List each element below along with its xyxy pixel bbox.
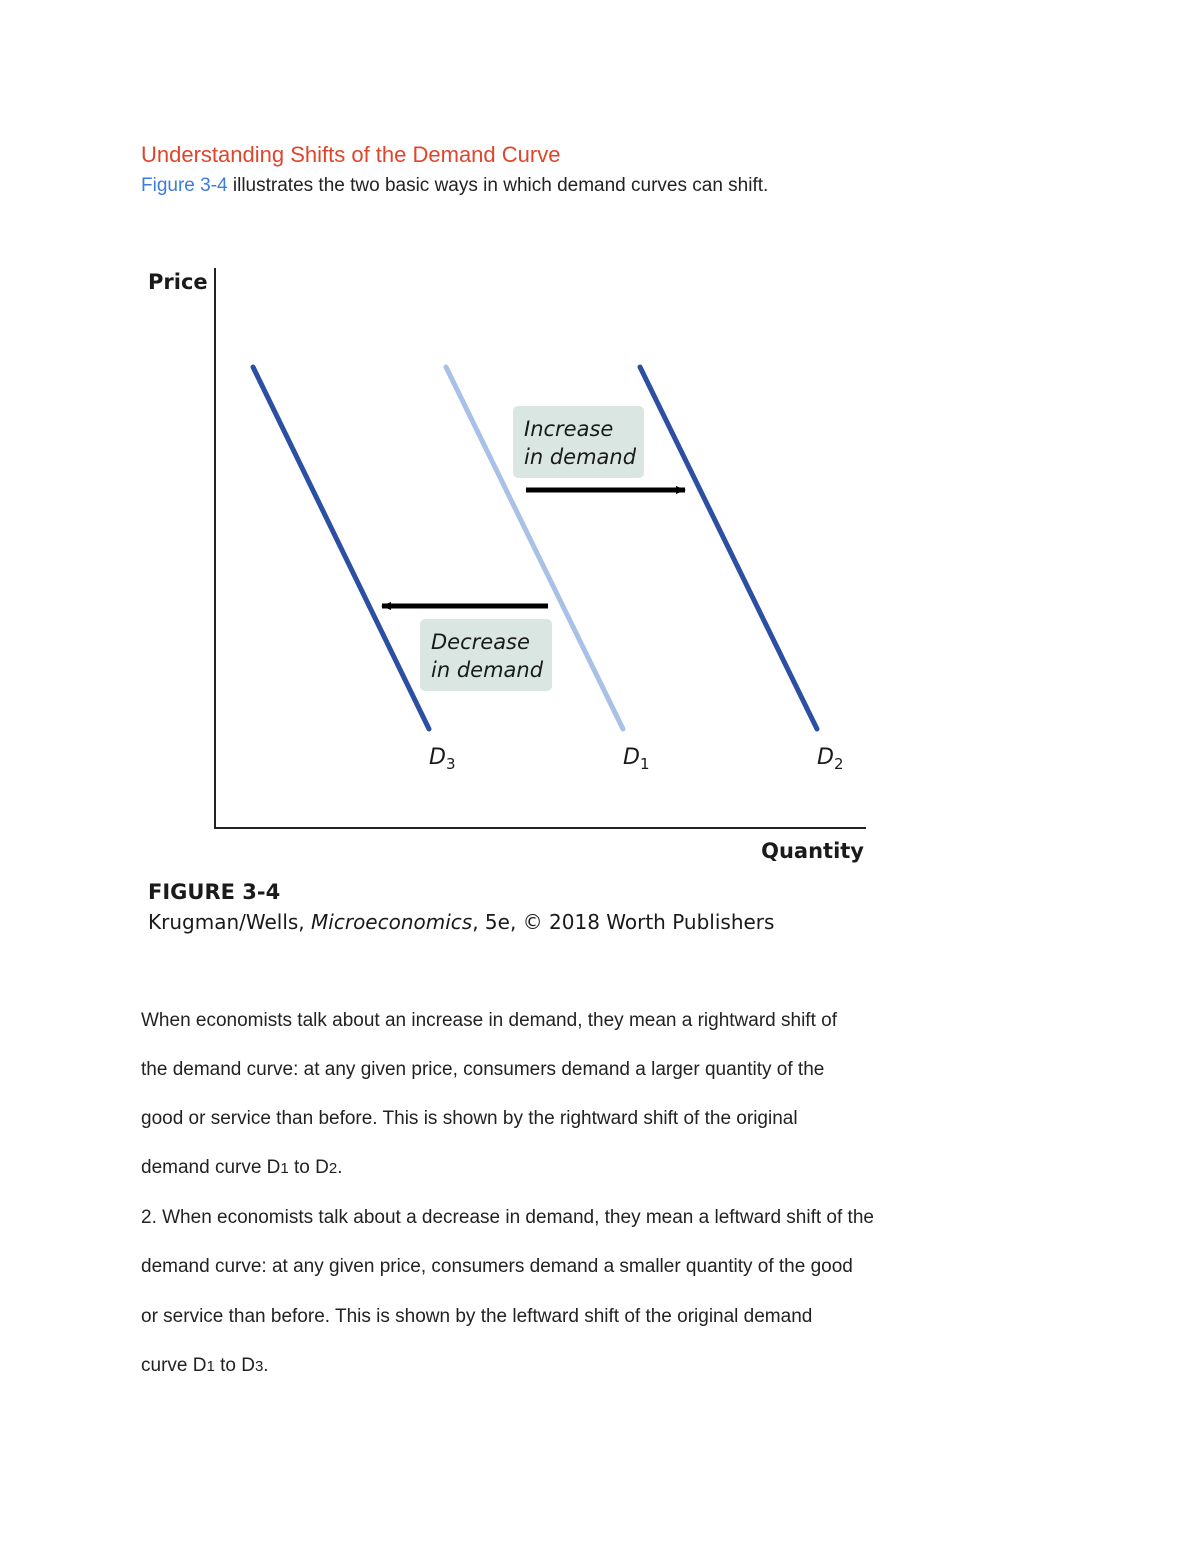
body-line-1: When economists talk about an increase in demand, they mean a rightward shift of [141, 1010, 837, 1031]
curve-label-d3: $D_3$ [429, 745, 456, 773]
decrease-label-line2: in demand [431, 658, 544, 682]
body-line-4: demand curve D1 to D2. [141, 1157, 343, 1178]
curve-label-d1: $D_1$ [623, 745, 650, 773]
increase-label-line2: in demand [524, 445, 637, 469]
demand-curve-d3 [253, 367, 429, 729]
section-heading: Understanding Shifts of the Demand Curve [141, 142, 561, 167]
demand-curve-d2 [640, 367, 817, 729]
curve-label-d2: $D_2$ [817, 745, 844, 773]
figure-caption-title: FIGURE 3-4 [148, 880, 281, 904]
body-line-3: good or service than before. This is shown by the rightward shift of the original [141, 1108, 798, 1129]
figure-source-line [148, 910, 774, 934]
body-line-6: demand curve: at any given price, consumers demand a smaller quantity of the good [141, 1256, 853, 1277]
source-book-title: Microeconomics [311, 910, 473, 934]
increase-label-line1: Increase [524, 417, 614, 441]
body-line-2: the demand curve: at any given price, consumers demand a larger quantity of the [141, 1059, 825, 1080]
y-axis-label: Price [148, 270, 208, 294]
source-suffix: , 5e, © 2018 Worth Publishers [472, 910, 775, 934]
intro-text: illustrates the two basic ways in which demand curves can shift. [227, 175, 769, 196]
x-axis-label: Quantity [761, 839, 864, 863]
decrease-label-line1: Decrease [431, 630, 530, 654]
figure-reference-link[interactable]: Figure 3-4 [141, 175, 228, 196]
body-line-8: curve D1 to D3. [141, 1355, 269, 1376]
body-line-7: or service than before. This is shown by the leftward shift of the original demand [141, 1306, 813, 1327]
body-line-5: 2. When economists talk about a decrease in demand, they mean a leftward shift of the [141, 1207, 874, 1228]
source-prefix: Krugman/Wells, [148, 910, 312, 934]
